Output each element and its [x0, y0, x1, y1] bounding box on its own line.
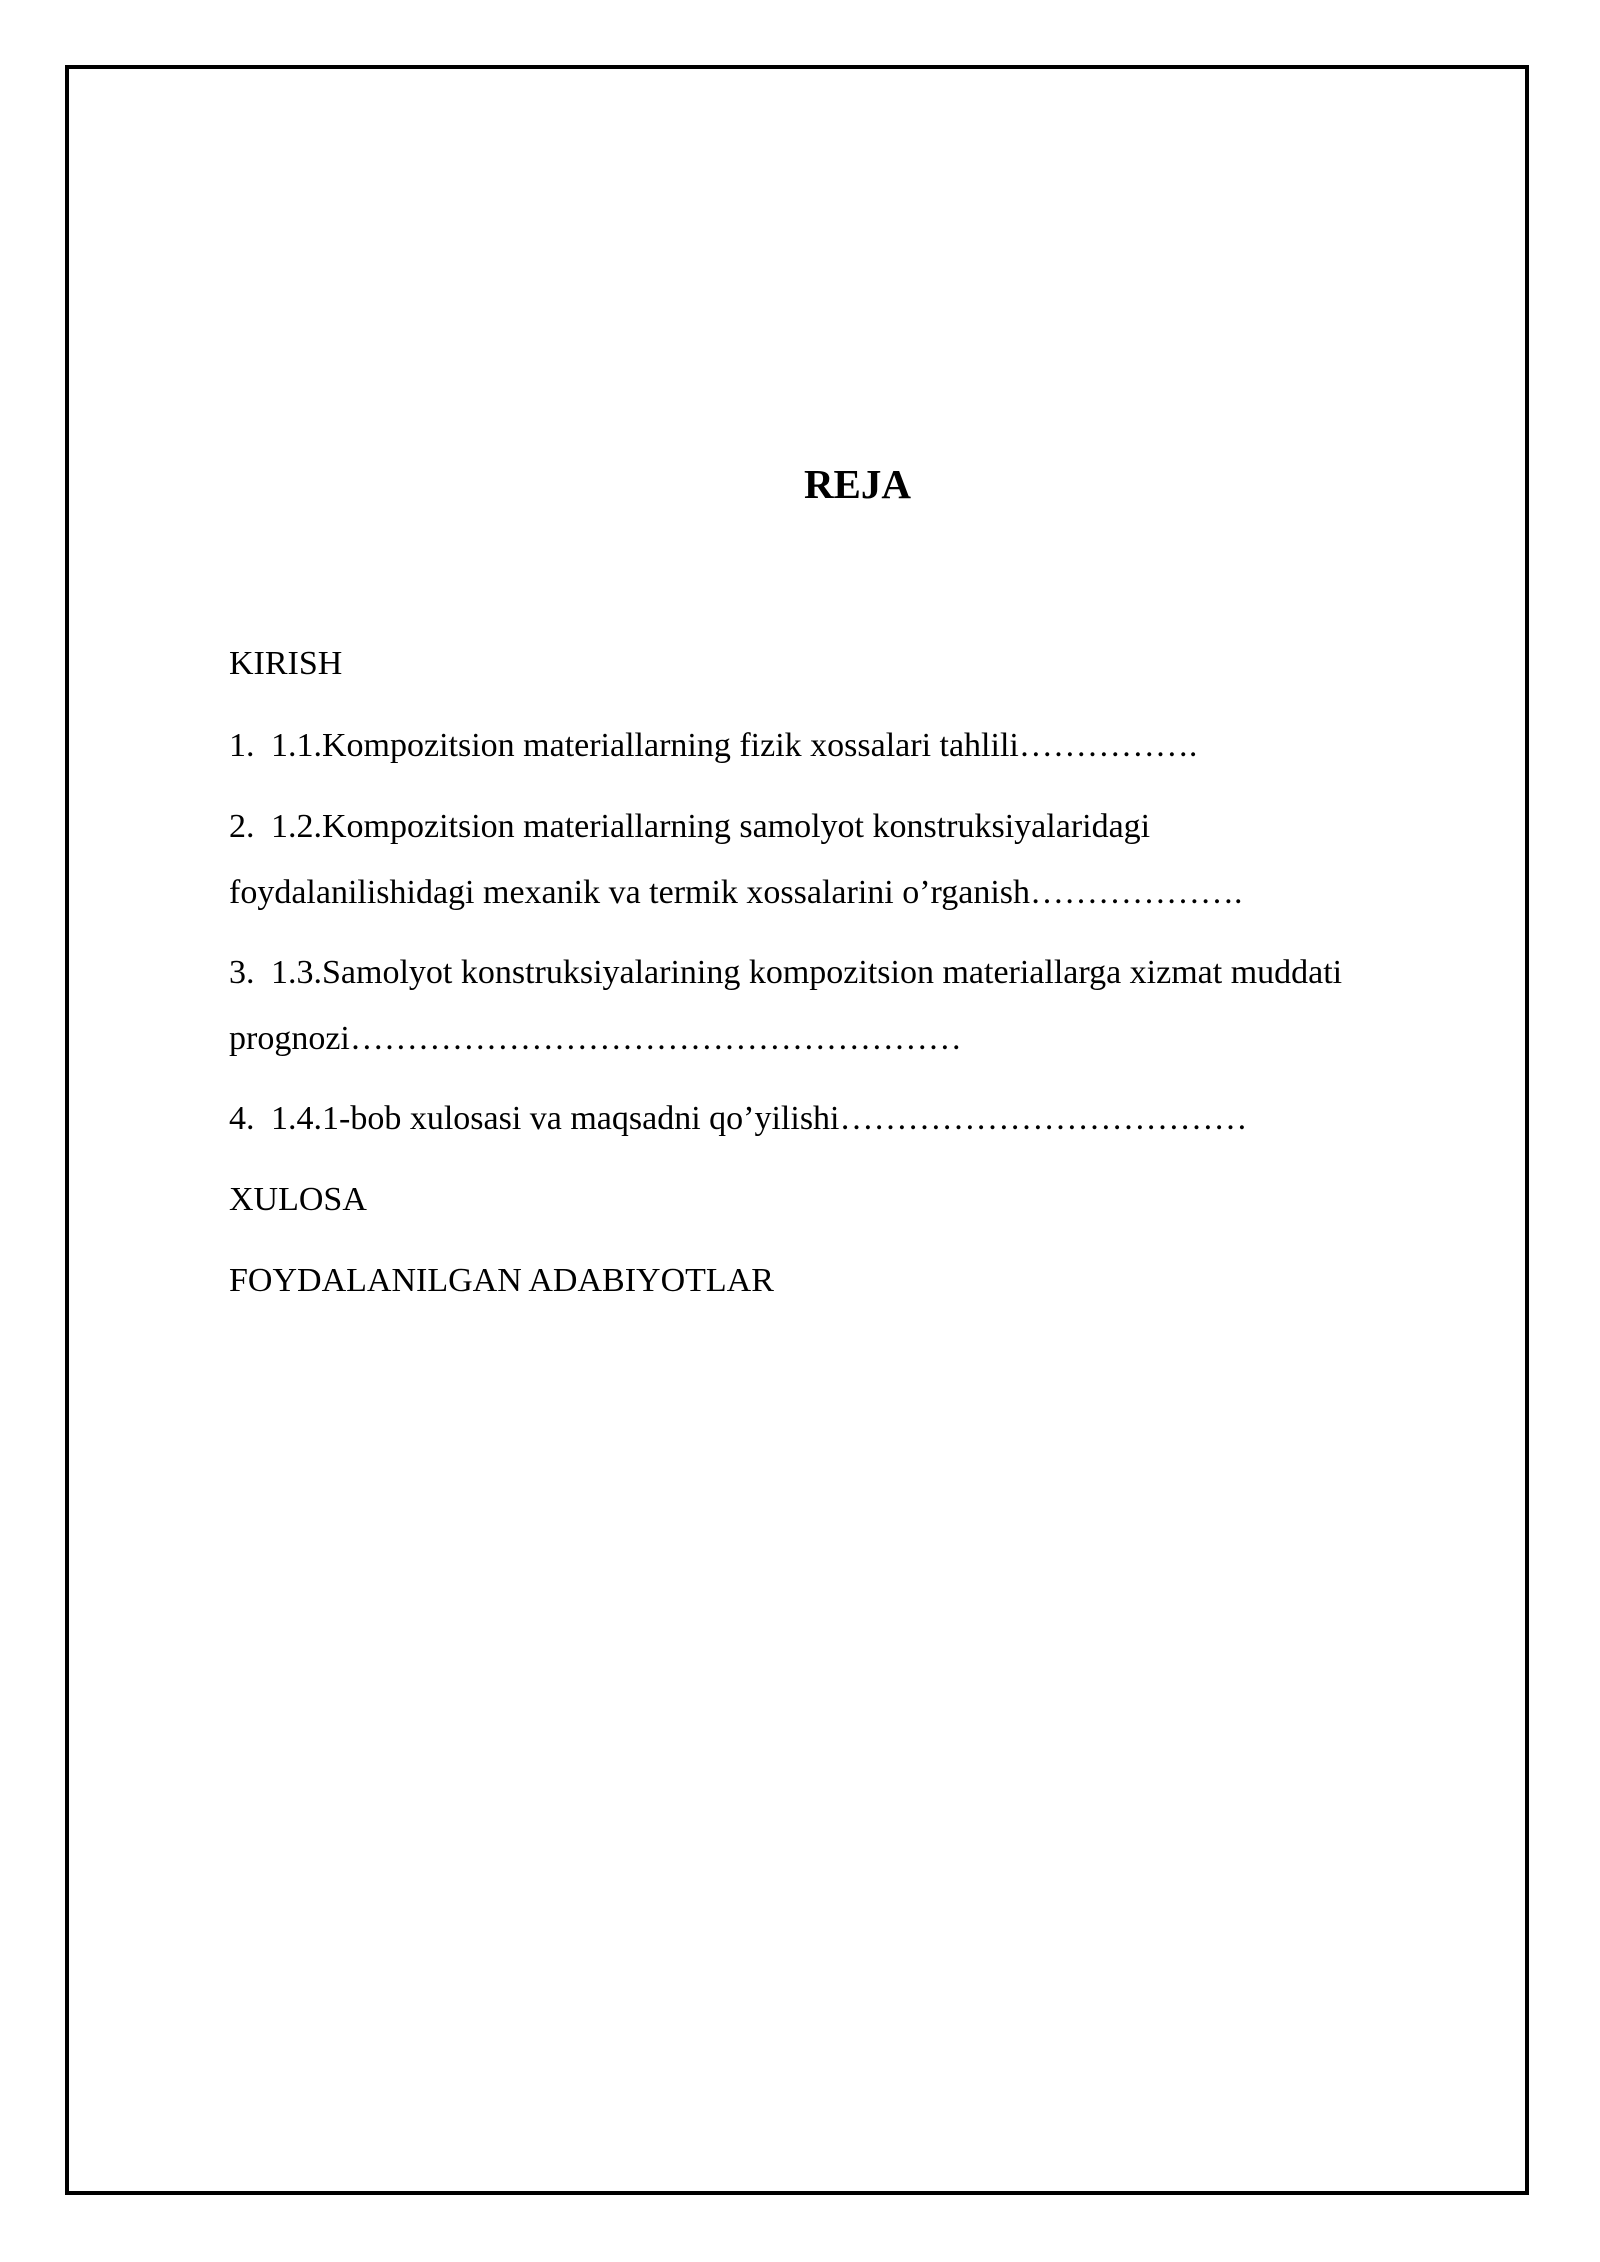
toc-entry-2	[229, 794, 1469, 926]
toc-entry-line	[229, 940, 1469, 1006]
toc-entry-continuation: prognozi………………………………………………	[229, 1020, 962, 1057]
toc-entry-3	[229, 940, 1469, 1072]
toc-entry-section: 1.3.	[271, 954, 322, 991]
toc-entry-number: 3.	[229, 954, 255, 991]
toc-conclusion: XULOSA	[229, 1181, 367, 1218]
toc-entry-line	[229, 794, 1469, 860]
toc-entry-text: Samolyot konstruksiyalarining kompozitsion materiallarga xizmat muddati	[322, 954, 1343, 991]
toc-references: FOYDALANILGAN ADABIYOTLAR	[229, 1262, 774, 1299]
toc-intro: KIRISH	[229, 645, 343, 682]
toc-entry-1	[229, 713, 1469, 779]
toc-entry-section: 1.4.	[271, 1100, 322, 1137]
toc-entry-number: 1.	[229, 727, 255, 764]
toc-entry-4	[229, 1086, 1469, 1152]
toc-entry-continuation: foydalanilishidagi mexanik va termik xossalarini o’rganish……………….	[229, 874, 1243, 911]
toc-entry-line	[229, 713, 1469, 779]
toc-entry-section: 1.2.	[271, 808, 322, 845]
toc-entry-line	[229, 1086, 1469, 1152]
page-title: REJA	[803, 461, 912, 507]
toc-entry-number: 2.	[229, 808, 255, 845]
toc-entry-text: Kompozitsion materiallarning samolyot konstruksiyalaridagi	[322, 808, 1151, 845]
toc-entry-text: Kompozitsion materiallarning fizik xossalari tahlili…………….	[322, 727, 1198, 764]
toc-entry-number: 4.	[229, 1100, 255, 1137]
toc-entry-section: 1.1.	[271, 727, 322, 764]
toc-entry-text: 1-bob xulosasi va maqsadni qo’yilishi………………………………	[322, 1100, 1248, 1137]
